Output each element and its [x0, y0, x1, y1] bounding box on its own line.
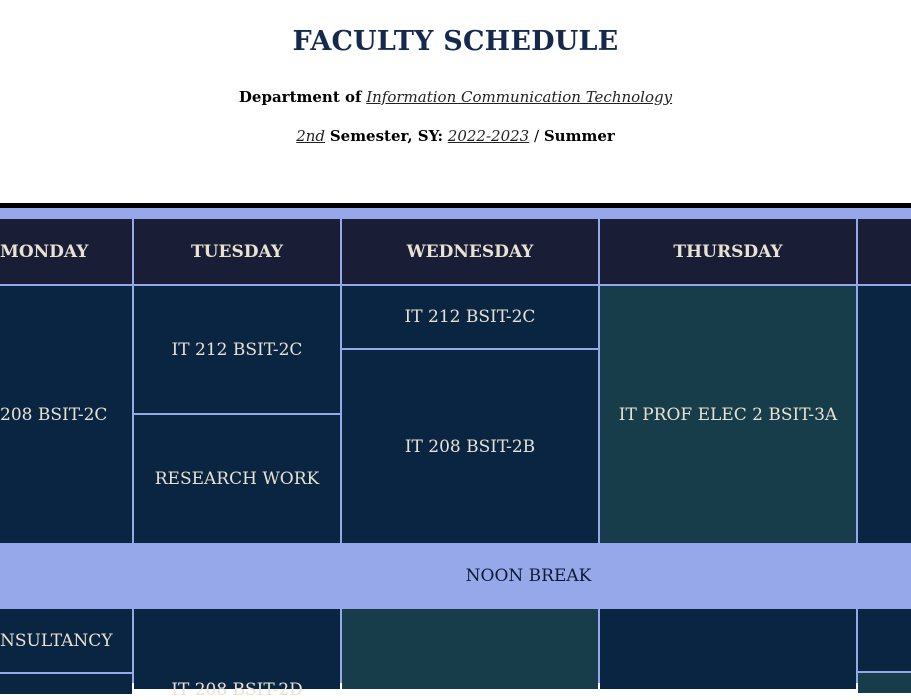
wednesday-class-1: IT 212 BSIT-2C	[342, 286, 598, 348]
monday-afternoon-class: NSULTANCY	[0, 609, 132, 672]
page-title: FACULTY SCHEDULE	[292, 26, 619, 57]
wednesday-afternoon-cell	[342, 609, 598, 689]
thursday-afternoon-cell	[600, 609, 856, 689]
day-header-tuesday: TUESDAY	[134, 219, 340, 284]
day-header-wednesday: WEDNESDAY	[342, 219, 598, 284]
wednesday-class-2: IT 208 BSIT-2B	[342, 350, 598, 543]
thursday-class: IT PROF ELEC 2 BSIT-3A	[600, 286, 856, 543]
term-separator: /	[534, 127, 540, 145]
monday-afternoon-cell-2	[0, 674, 132, 694]
day-header-friday	[858, 219, 911, 284]
tuesday-class-1: IT 212 BSIT-2C	[134, 286, 340, 413]
tuesday-afternoon-class: IT 208 BSIT-2D	[134, 609, 340, 689]
semester-line	[0, 127, 911, 145]
semester-ordinal: 2nd	[296, 127, 326, 145]
monday-morning-class: 208 BSIT-2C	[0, 286, 132, 543]
tuesday-class-2: RESEARCH WORK	[134, 415, 340, 543]
day-header-monday: MONDAY	[0, 219, 132, 284]
noon-break-row: NOON BREAK	[0, 545, 911, 607]
day-header-thursday: THURSDAY	[600, 219, 856, 284]
school-year: 2022-2023	[447, 127, 530, 145]
schedule-header	[0, 0, 911, 203]
semester-label: Semester, SY:	[329, 127, 444, 145]
department-prefix: Department of	[238, 88, 362, 106]
schedule-table	[0, 208, 911, 700]
friday-afternoon-cell	[858, 609, 911, 671]
department-name: Information Communication Technology	[366, 88, 673, 106]
department-line	[0, 88, 911, 106]
friday-morning-cell	[858, 286, 911, 543]
friday-afternoon-cell-2	[858, 673, 911, 693]
term-name: Summer	[543, 127, 615, 145]
